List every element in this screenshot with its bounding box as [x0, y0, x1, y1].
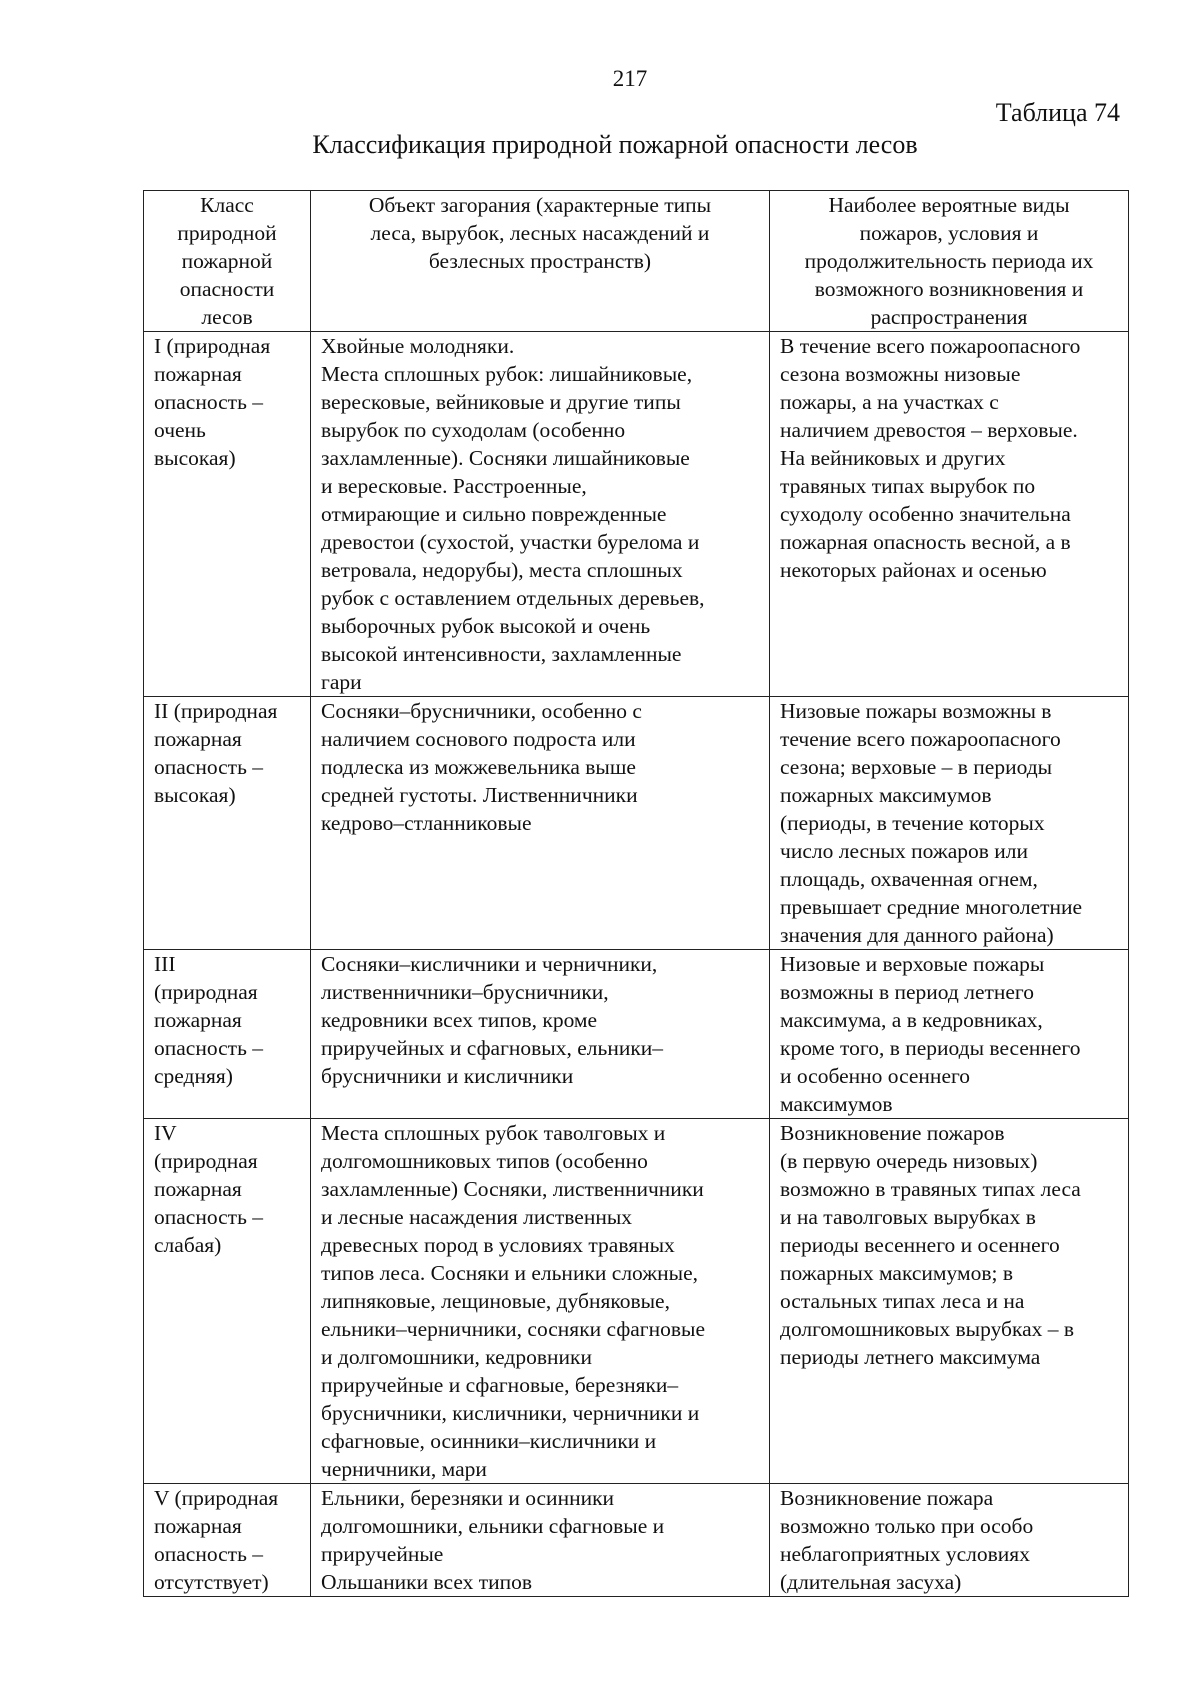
table-body [144, 332, 1129, 1597]
cell-line: превышает средние многолетние [780, 895, 1083, 919]
cell-line: гари [321, 670, 362, 694]
header-line: Наиболее вероятные виды [828, 193, 1070, 217]
header-line: природной [177, 221, 277, 245]
cell-line: сезона; верховые – в периоды [780, 755, 1053, 779]
cell-line: В течение всего пожароопасного [780, 334, 1081, 358]
cell-line: кедровники всех типов, кроме [321, 1008, 598, 1032]
cell-line: липняковые, лещиновые, дубняковые, [321, 1289, 670, 1313]
cell-line: пожарных максимумов [780, 783, 992, 807]
cell-line: пожары, а на участках с [780, 390, 999, 414]
cell-line: пожарная [154, 1008, 242, 1032]
cell-line: (периоды, в течение которых [780, 811, 1045, 835]
cell-line: высокая) [154, 783, 236, 807]
class-cell [144, 1119, 311, 1484]
cell-line: древостои (сухостой, участки бурелома и [321, 530, 700, 554]
cell-line: травяных типах вырубок по [780, 474, 1036, 498]
class-cell [144, 332, 311, 697]
cell-line: Возникновение пожара [780, 1486, 994, 1510]
cell-line: Места сплошных рубок таволговых и [321, 1121, 666, 1145]
cell-line: На вейниковых и других [780, 446, 1006, 470]
class-cell [144, 1484, 311, 1597]
header-line: лесов [201, 305, 253, 329]
cell-line: Ольшаники всех типов [321, 1570, 533, 1594]
cell-line: максимумов [780, 1092, 893, 1116]
header-line: продолжительность периода их [804, 249, 1094, 273]
cell-line: выборочных рубок высокой и очень [321, 614, 651, 638]
cell-line: суходолу особенно значительна [780, 502, 1071, 526]
table-header-row [144, 191, 1129, 332]
table-label: Таблица 74 [995, 98, 1120, 127]
cell-line: (природная [154, 980, 258, 1004]
cell-line: отсутствует) [154, 1570, 269, 1594]
cell-line: Хвойные молодняки. [321, 334, 515, 358]
cell-line: опасность – [154, 755, 264, 779]
fires-cell [770, 1484, 1129, 1597]
cell-line: максимума, а в кедровниках, [780, 1008, 1043, 1032]
header-fires [770, 191, 1129, 332]
cell-line: (природная [154, 1149, 258, 1173]
class-cell [144, 950, 311, 1119]
cell-line: черничники, мари [321, 1457, 487, 1481]
cell-line: лиственничники–брусничники, [321, 980, 609, 1004]
cell-line: вырубок по суходолам (особенно [321, 418, 626, 442]
fires-cell [770, 697, 1129, 950]
table-title: Классификация природной пожарной опасности лесов [312, 130, 918, 159]
cell-line: пожарная [154, 1514, 242, 1538]
table-row [144, 1119, 1129, 1484]
cell-line: кроме того, в периоды весеннего [780, 1036, 1081, 1060]
cell-line: опасность – [154, 1036, 264, 1060]
cell-line: пожарная [154, 727, 242, 751]
fires-cell [770, 332, 1129, 697]
cell-line: и особенно осеннего [780, 1064, 971, 1088]
cell-line: сфагновые, осинники–кисличники и [321, 1429, 657, 1453]
header-class [144, 191, 311, 332]
class-cell [144, 697, 311, 950]
header-object [311, 191, 770, 332]
cell-line: Сосняки–кисличники и черничники, [321, 952, 658, 976]
object-cell [311, 332, 770, 697]
cell-line: и вересковые. Расстроенные, [321, 474, 587, 498]
cell-line: наличием соснового подроста или [321, 727, 636, 751]
cell-line: число лесных пожаров или [780, 839, 1029, 863]
cell-line: возможны в период летнего [780, 980, 1034, 1004]
cell-line: неблагоприятных условиях [780, 1542, 1030, 1566]
table-row [144, 950, 1129, 1119]
table-row [144, 697, 1129, 950]
fires-cell [770, 950, 1129, 1119]
header-line: возможного возникновения и [814, 277, 1084, 301]
table-row [144, 332, 1129, 697]
header-line: Класс [200, 193, 254, 217]
cell-line: III [154, 952, 176, 976]
object-cell [311, 950, 770, 1119]
cell-line: возможно в травяных типах леса [780, 1177, 1081, 1201]
cell-line: наличием древостоя – верховые. [780, 418, 1078, 442]
cell-line: значения для данного района) [780, 923, 1054, 947]
cell-line: пожарная [154, 362, 242, 386]
cell-line: Низовые и верховые пожары [780, 952, 1045, 976]
cell-line: и долгомошники, кедровники [321, 1345, 592, 1369]
header-line: Объект загорания (характерные типы [368, 193, 712, 217]
cell-line: возможно только при особо [780, 1514, 1034, 1538]
cell-line: очень [154, 418, 206, 442]
header-line: распространения [870, 305, 1028, 329]
cell-line: брусничники и кисличники [321, 1064, 574, 1088]
cell-line: рубок с оставлением отдельных деревьев, [321, 586, 705, 610]
object-cell [311, 697, 770, 950]
fire-danger-table [143, 190, 1129, 1597]
cell-line: опасность – [154, 1205, 264, 1229]
cell-line: долгомошники, ельники сфагновые и [321, 1514, 665, 1538]
cell-line: приручейных и сфагновых, ельники– [321, 1036, 664, 1060]
cell-line: слабая) [154, 1233, 222, 1257]
cell-line: Места сплошных рубок: лишайниковые, [321, 362, 693, 386]
header-line: опасности [179, 277, 275, 301]
fires-cell [770, 1119, 1129, 1484]
cell-line: долгомошниковых типов (особенно [321, 1149, 648, 1173]
table-row [144, 1484, 1129, 1597]
cell-line: пожарная опасность весной, а в [780, 530, 1071, 554]
cell-line: периоды летнего максимума [780, 1345, 1041, 1369]
cell-line: вересковые, вейниковые и другие типы [321, 390, 681, 414]
cell-line: опасность – [154, 1542, 264, 1566]
cell-line: типов леса. Сосняки и ельники сложные, [321, 1261, 698, 1285]
cell-line: высокой интенсивности, захламленные [321, 642, 682, 666]
cell-line: остальных типах леса и на [780, 1289, 1025, 1313]
cell-line: течение всего пожароопасного [780, 727, 1061, 751]
cell-line: подлеска из можжевельника выше [321, 755, 636, 779]
cell-line: высокая) [154, 446, 236, 470]
header-line: леса, вырубок, лесных насаждений и [370, 221, 710, 245]
page-number: 217 [612, 66, 648, 91]
object-cell [311, 1119, 770, 1484]
cell-line: и лесные насаждения лиственных [321, 1205, 633, 1229]
cell-line: Возникновение пожаров [780, 1121, 1005, 1145]
cell-line: приручейные [321, 1542, 444, 1566]
cell-line: древесных пород в условиях травяных [321, 1233, 675, 1257]
cell-line: Ельники, березняки и осинники [321, 1486, 615, 1510]
cell-line: II (природная [154, 699, 278, 723]
cell-line: сезона возможны низовые [780, 362, 1021, 386]
cell-line: IV [154, 1121, 177, 1145]
cell-line: захламленные). Сосняки лишайниковые [321, 446, 690, 470]
cell-line: и на таволговых вырубках в [780, 1205, 1036, 1229]
cell-line: отмирающие и сильно поврежденные [321, 502, 667, 526]
cell-line: средняя) [154, 1064, 233, 1088]
cell-line: пожарных максимумов; в [780, 1261, 1013, 1285]
cell-line: приручейные и сфагновые, березняки– [321, 1373, 679, 1397]
cell-line: средней густоты. Лиственничники [321, 783, 638, 807]
cell-line: (длительная засуха) [780, 1570, 962, 1594]
cell-line: брусничники, кисличники, черничники и [321, 1401, 700, 1425]
cell-line: ветровала, недорубы), места сплошных [321, 558, 683, 582]
cell-line: Низовые пожары возможны в [780, 699, 1052, 723]
cell-line: I (природная [154, 334, 271, 358]
cell-line: некоторых районах и осенью [780, 558, 1047, 582]
cell-line: захламленные) Сосняки, лиственничники [321, 1177, 704, 1201]
header-line: пожаров, условия и [859, 221, 1039, 245]
cell-line: Сосняки–брусничники, особенно с [321, 699, 642, 723]
object-cell [311, 1484, 770, 1597]
cell-line: V (природная [154, 1486, 279, 1510]
cell-line: долгомошниковых вырубках – в [780, 1317, 1075, 1341]
header-line: пожарной [181, 249, 273, 273]
cell-line: кедрово–стланниковые [321, 811, 532, 835]
cell-line: опасность – [154, 390, 264, 414]
cell-line: ельники–черничники, сосняки сфагновые [321, 1317, 706, 1341]
cell-line: пожарная [154, 1177, 242, 1201]
cell-line: (в первую очередь низовых) [780, 1149, 1038, 1173]
header-line: безлесных пространств) [428, 249, 652, 273]
cell-line: периоды весеннего и осеннего [780, 1233, 1060, 1257]
cell-line: площадь, охваченная огнем, [780, 867, 1038, 891]
